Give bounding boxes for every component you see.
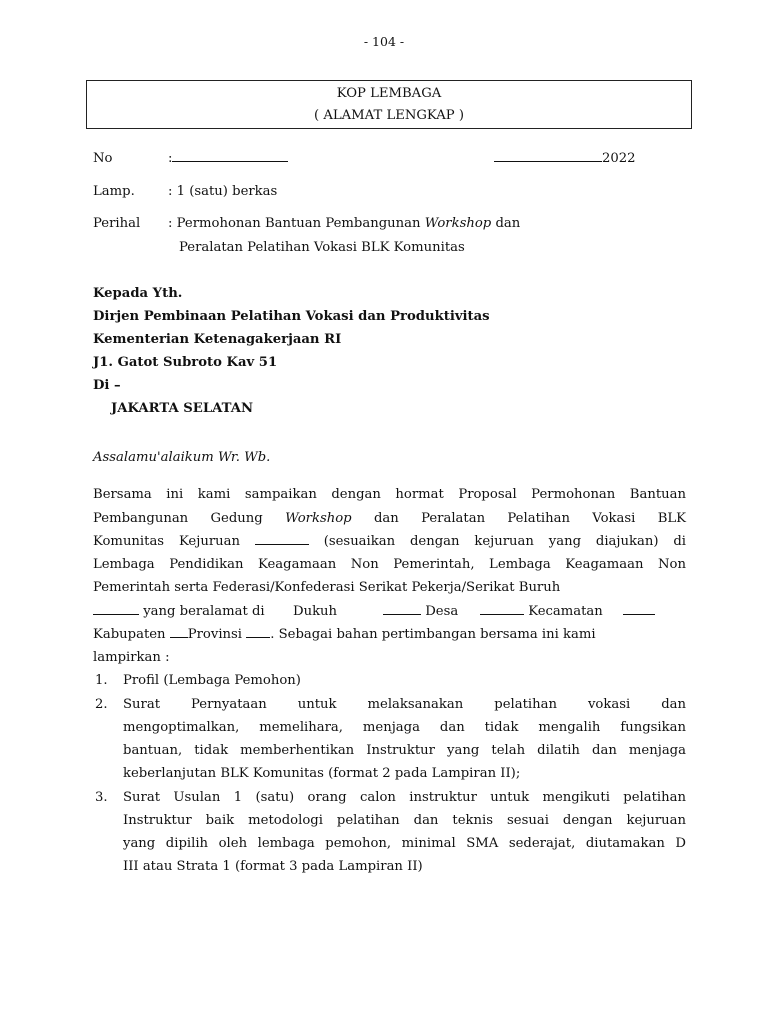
date-blank	[494, 160, 602, 162]
addressee-line-3: Kementerian Ketenagakerjaan RI	[93, 332, 342, 347]
provinsi-blank	[246, 636, 270, 638]
addressee-line-1: Kepada Yth.	[93, 286, 183, 301]
body-workshop: Workshop	[285, 511, 352, 526]
list-item-2-line-1: Surat Pernyataan untuk melaksanakan pelatihan vokasi dan	[123, 697, 686, 712]
body-line-2	[93, 511, 686, 526]
body-line-7	[93, 627, 596, 642]
provinsi-label: Provinsi	[187, 627, 247, 642]
dukuh-label: Dukuh	[293, 604, 338, 619]
perihal-label: Perihal	[93, 216, 141, 231]
no-blank	[172, 160, 288, 162]
list-item-3-line-3: yang dipilih oleh lembaga pemohon, minimal SMA sederajat, diutamakan D	[123, 836, 686, 851]
body-line-3	[93, 534, 686, 549]
desa-field	[383, 604, 458, 619]
no-field	[168, 151, 288, 166]
body-line-5: Pemerintah serta Federasi/Konfederasi Serikat Pekerja/Serikat Buruh	[93, 580, 561, 595]
list-item-1-line-1: Profil (Lembaga Pemohon)	[123, 673, 301, 688]
kabupaten-blank	[170, 636, 188, 638]
greeting: Assalamu'alaikum Wr. Wb.	[93, 450, 271, 465]
lamp-label: Lamp.	[93, 184, 135, 199]
list-number-1: 1.	[95, 673, 108, 688]
list-number-3: 3.	[95, 790, 108, 805]
body-text: . Sebagai bahan pertimbangan bersama ini kami	[270, 627, 596, 642]
body-text: (sesuaikan dengan kejuruan yang diajukan) di	[308, 534, 686, 549]
date-field	[494, 151, 636, 166]
body-text: Komunitas Kejuruan	[93, 534, 255, 549]
body-text: yang beralamat di	[139, 604, 265, 619]
body-line-8: lampirkan :	[93, 650, 170, 665]
letterhead-title: KOP LEMBAGA	[336, 86, 442, 101]
no-label: No	[93, 151, 113, 166]
body-line-1: Bersama ini kami sampaikan dengan hormat Proposal Permohonan Bantuan	[93, 487, 686, 502]
addressee-line-5: Di –	[93, 378, 121, 393]
dukuh-blank	[383, 613, 421, 615]
body-line-4: Lembaga Pendidikan Keagamaan Non Pemerintah, Lembaga Keagamaan Non	[93, 557, 686, 572]
kejuruan-blank	[255, 543, 309, 545]
perihal-and: dan	[491, 216, 521, 231]
addressee-line-4: J1. Gatot Subroto Kav 51	[93, 355, 278, 370]
list-item-3-line-2: Instruktur baik metodologi pelatihan dan teknis sesuai dengan kejuruan	[123, 813, 686, 828]
letterhead-box	[86, 80, 692, 129]
name-blank	[93, 613, 139, 615]
body-text: Pembangunan Gedung	[93, 511, 286, 526]
list-item-2-line-3: bantuan, tidak memberhentikan Instruktur yang telah dilatih dan menjaga	[123, 743, 686, 758]
perihal-line-2: Peralatan Pelatihan Vokasi BLK Komunitas	[179, 240, 465, 255]
list-item-2-line-4: keberlanjutan BLK Komunitas (format 2 pada Lampiran II);	[123, 766, 521, 781]
lamp-value: : 1 (satu) berkas	[168, 184, 278, 199]
addressee-line-2: Dirjen Pembinaan Pelatihan Vokasi dan Produktivitas	[93, 309, 490, 324]
desa-label: Desa	[425, 604, 459, 619]
perihal-workshop: Workshop	[424, 216, 492, 231]
kecamatan-label: Kecamatan	[528, 604, 603, 619]
body-text: dan Peralatan Pelatihan Vokasi BLK	[351, 511, 686, 526]
desa-blank	[480, 613, 524, 615]
list-number-2: 2.	[95, 697, 108, 712]
list-item-2-line-2: mengoptimalkan, memelihara, menjaga dan tidak mengalih fungsikan	[123, 720, 686, 735]
page-number: - 104 -	[363, 34, 405, 49]
letterhead-address: ( ALAMAT LENGKAP )	[314, 108, 464, 123]
kecamatan-field	[480, 604, 603, 619]
addressee-city: JAKARTA SELATAN	[111, 401, 254, 416]
list-item-3-line-1: Surat Usulan 1 (satu) orang calon instruktur untuk mengikuti pelatihan	[123, 790, 686, 805]
date-year: 2022	[602, 151, 636, 166]
list-item-3-line-4: III atau Strata 1 (format 3 pada Lampiran II)	[123, 859, 423, 874]
kecamatan-blank-wrap	[623, 604, 655, 619]
perihal-text: : Permohonan Bantuan Pembangunan	[168, 216, 425, 231]
no-separator: :	[168, 151, 173, 166]
perihal-line-1	[168, 216, 520, 231]
body-line-6	[93, 604, 265, 619]
kabupaten-label: Kabupaten	[93, 627, 170, 642]
kecamatan-blank	[623, 613, 655, 615]
